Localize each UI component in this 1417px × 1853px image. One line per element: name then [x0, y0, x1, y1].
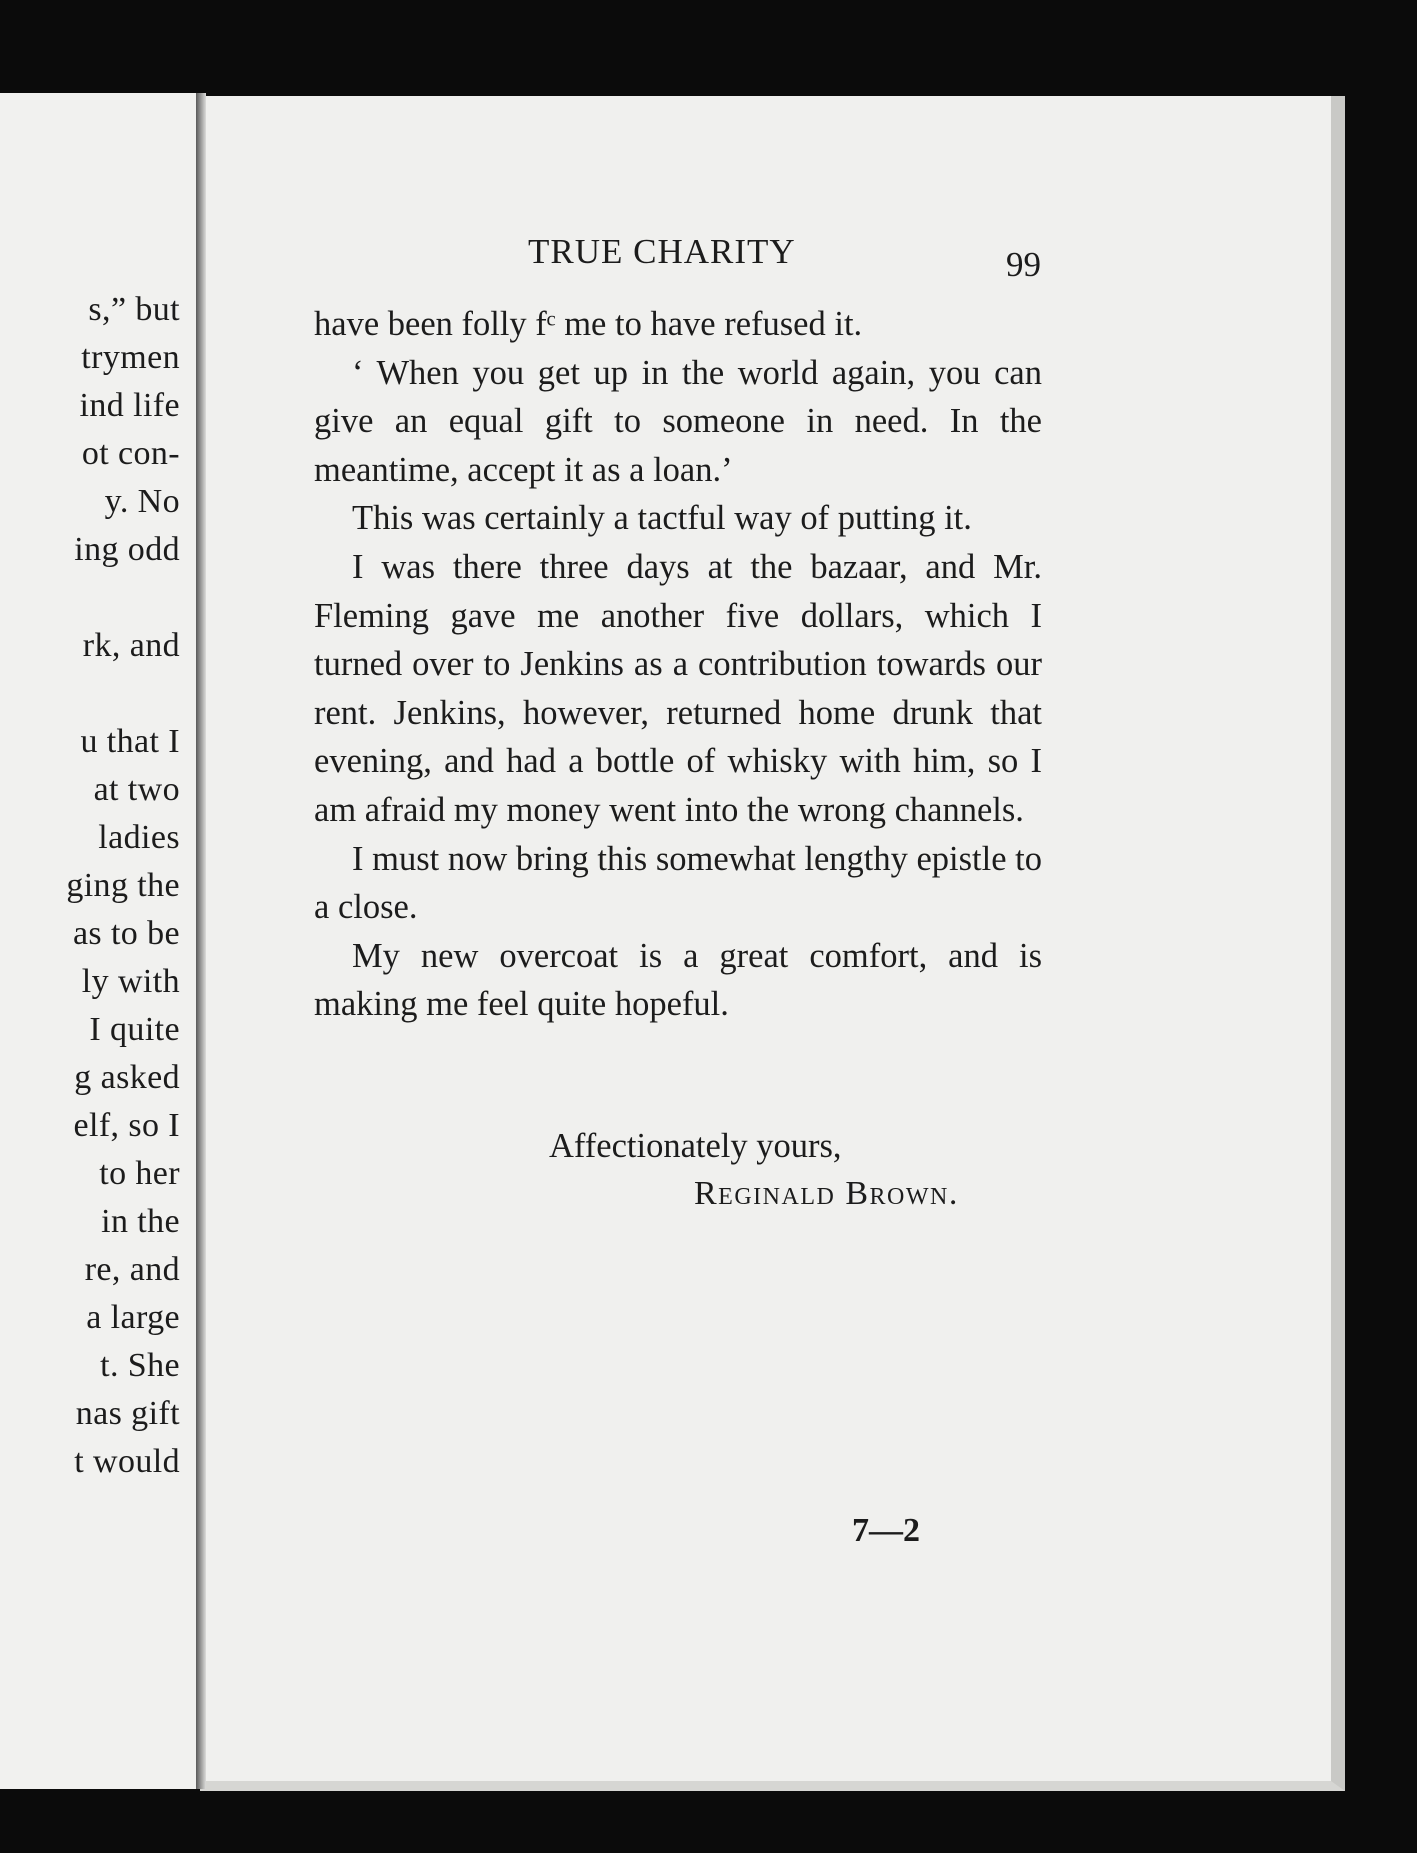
letter-body — [314, 300, 1042, 1029]
paragraph: This was certainly a tactful way of putting it. — [352, 499, 972, 538]
signature-mark: 7—2 — [852, 1512, 920, 1549]
left-page — [0, 93, 200, 1789]
left-page-line: ind life — [79, 387, 180, 424]
left-page-line: t. She — [100, 1347, 180, 1384]
paragraph: ‘ When you get up in the world again, you can give an equal gift to someone in need. In the meantime, accept it as a loan.’ — [314, 353, 1042, 489]
left-page-line: rk, and — [82, 627, 180, 664]
paragraph: I must now bring this somewhat lengthy epistle to a close. — [314, 839, 1042, 927]
left-page-line: I quite — [89, 1011, 180, 1048]
left-page-line: in the — [101, 1203, 180, 1240]
left-page-line: ing odd — [74, 531, 180, 568]
left-page-line: ot con- — [81, 435, 180, 472]
left-page-line: nas gift — [75, 1395, 180, 1432]
left-page-line: s,” but — [88, 291, 180, 328]
left-page-line: a large — [86, 1299, 180, 1336]
letter-signature: Reginald Brown. — [694, 1175, 959, 1212]
left-page-line: ging the — [66, 867, 180, 904]
left-page-line: to her — [99, 1155, 180, 1192]
left-page-line: ladies — [98, 819, 180, 856]
left-page-line: as to be — [72, 915, 180, 952]
paragraph: My new overcoat is a great comfort, and is making me feel quite hopeful. — [314, 936, 1042, 1024]
left-page-line: t would — [74, 1443, 180, 1480]
left-page-line: elf, so I — [73, 1107, 180, 1144]
left-page-line: y. No — [104, 483, 180, 520]
running-header-title: TRUE CHARITY — [528, 232, 796, 271]
left-page-line: re, and — [84, 1251, 180, 1288]
left-page-line: g asked — [74, 1059, 180, 1096]
book-gutter — [196, 93, 206, 1789]
paragraph: have been folly fᶜ me to have refused it. — [314, 305, 863, 343]
left-page-line: at two — [93, 771, 180, 808]
page-number: 99 — [1006, 245, 1041, 284]
left-page-line: u that I — [80, 723, 180, 760]
left-page-line: ly with — [81, 963, 180, 1000]
letter-closing: Affectionately yours, — [549, 1127, 842, 1165]
left-page-line: trymen — [81, 339, 180, 376]
paragraph: I was there three days at the bazaar, and Mr. Fleming gave me another five dollars, which I turned over to Jenkins as a contribution towards our rent. Jenkins, however, returned home drunk that evening, and had a bottle of whisky with him, so I am afraid my money went into the wrong channels. — [314, 547, 1042, 829]
